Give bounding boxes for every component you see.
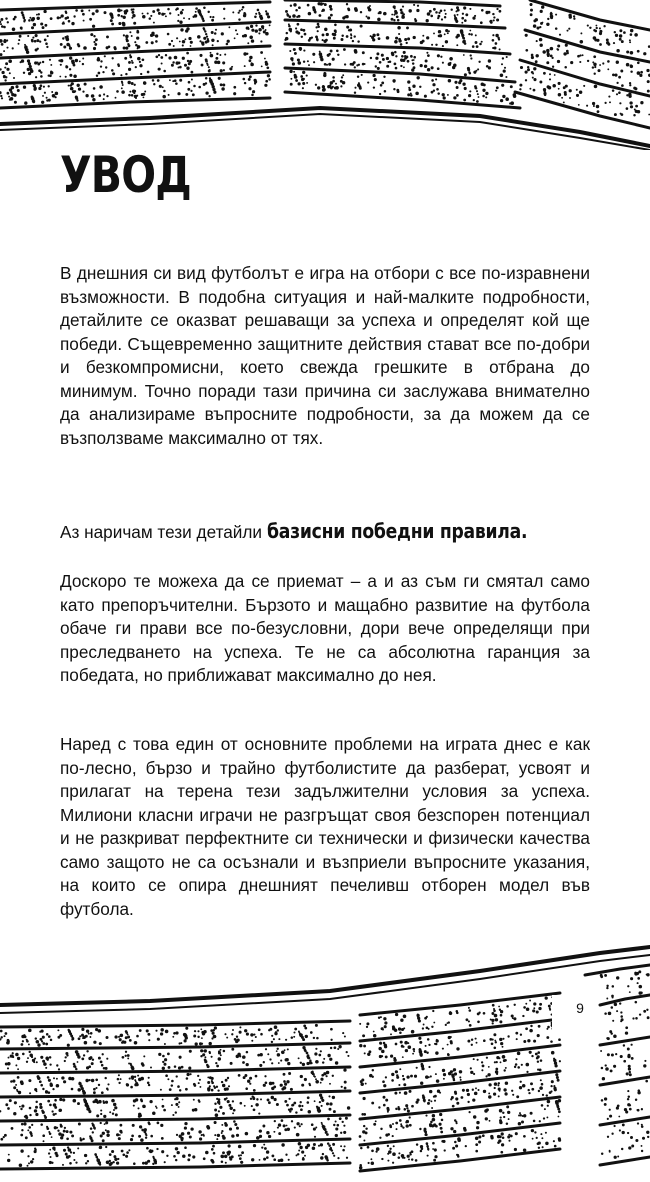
paragraph-problems: Наред с това един от основните проблеми на играта днес е как по-лесно, бързо и трайно футболистите да разберат, усвоят и прилагат на терена тези задължителни условия за успеха. Милиони класни играчи не разгръщат своя безспорен потенциал и не разкриват перфектните си технически и физически качества само защото не са осъзнали и възприели въпросните указания, на които се опира днешният печеливш отборен модел във футбола. — [60, 734, 590, 919]
stadium-stands-bottom-decoration — [0, 945, 650, 1182]
page-number: 9 — [576, 1000, 584, 1016]
paragraph-rules-lead: Аз наричам тези детайли — [60, 522, 267, 542]
paragraph-intro: В днешния си вид футболът е игра на отбори с все по-изравнени възможности. В подобна ситуация и най-малките подробности, детайлите се оказват решаващи за успеха и определят кой ще победи. Същевременно защитните действия стават все по-добри и безкомпромисни, което свежда грешките в отбрана до минимум. Точно поради тази причина си заслужава внимателно да анализираме въпросните подробности, за да можем да се възползваме максимално от тях. — [60, 263, 590, 448]
chapter-heading: УВОД — [60, 146, 191, 204]
paragraph-development: Доскоро те можеха да се приемат – а и аз съм ги смятал само като препоръчителни. Бързото и мащабно развитие на футбола обаче ги прави все по-безусловни, дори вече определящи при преследването на успеха. Те не са абсолютна гаранция за победата, но приближават максимално до нея. — [60, 571, 590, 685]
stadium-stands-top-decoration — [0, 0, 650, 150]
highlighted-rules-phrase: базисни победни правила. — [266, 519, 528, 543]
paragraph-rules-statement — [60, 520, 590, 545]
